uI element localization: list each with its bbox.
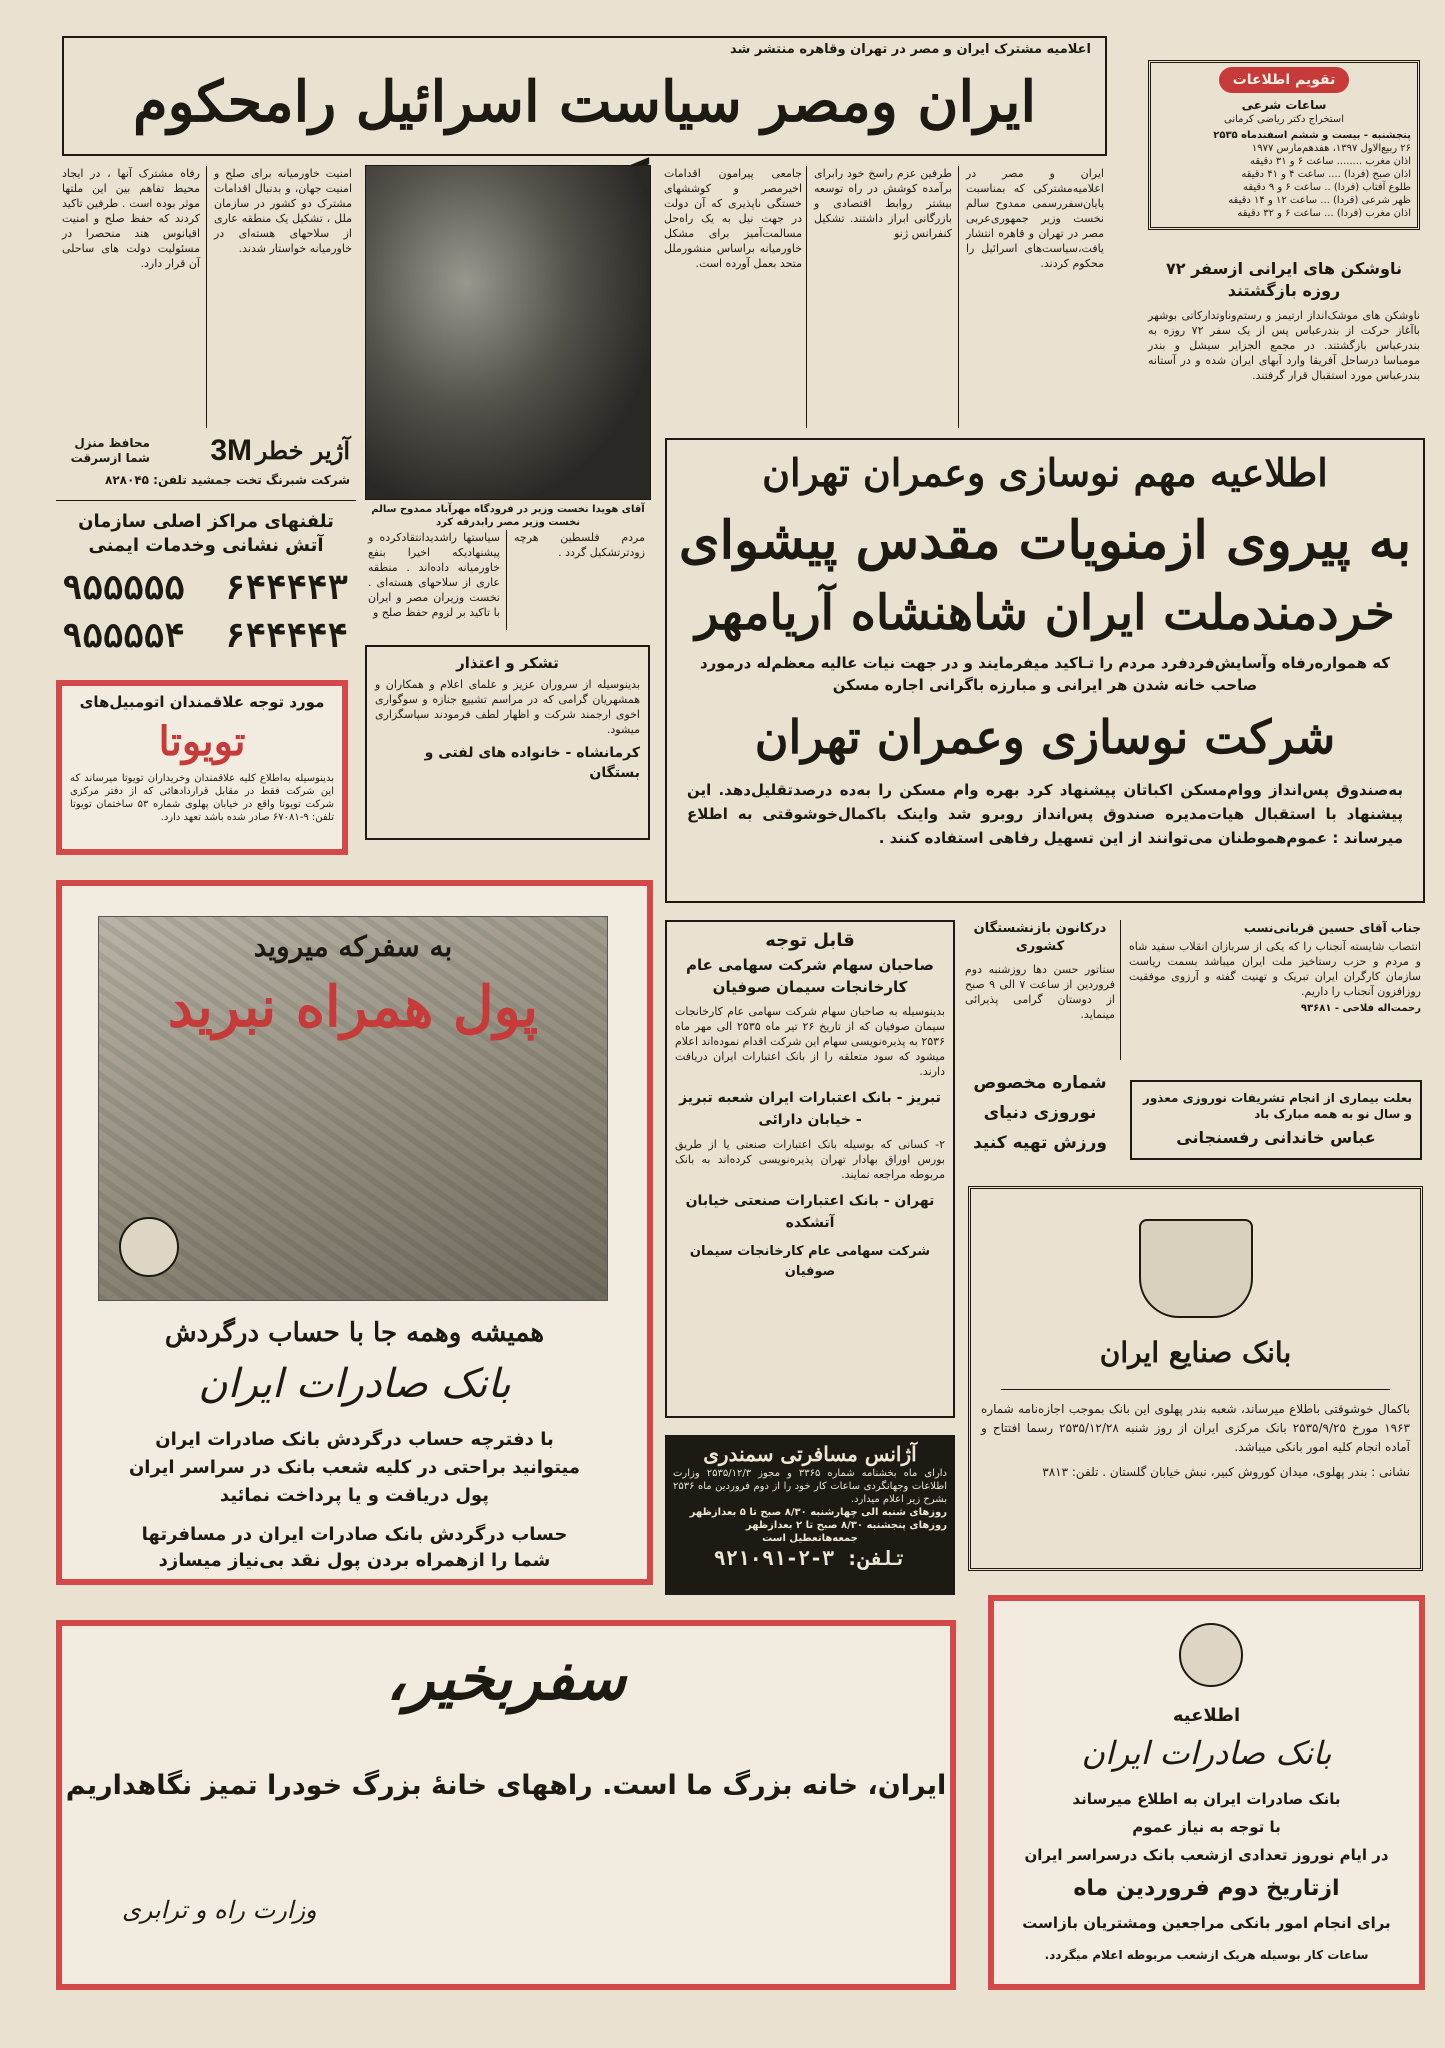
- sufian-bank-1: تبریز - بانک اعتبارات ایران شعبه تبریز - خیابان دارائی: [679, 1090, 941, 1128]
- fire-phones-box: [56, 510, 356, 670]
- ad-3m-company: شرکت شبرنگ تخت جمشید تلفن: ۸۲۸۰۴۵: [105, 473, 350, 487]
- samandari-ad: [665, 1435, 955, 1595]
- samandari-phone: تلفن: ۳-۲-۹۲۱۰۹۱: [713, 1546, 907, 1570]
- samandari-title: آژانس مسافرتی سمندری: [703, 1442, 917, 1466]
- abbas-notice: [1130, 1080, 1422, 1160]
- fire-number: ۹۵۵۵۵۵: [62, 568, 185, 608]
- calendar-time: طلوع آفتاب (فردا) .. ساعت ۶ و ۹ دقیقه: [1242, 182, 1411, 193]
- headline-column-4: امنیت خاورمیانه برای صلح و امنیت جهان، و بدنبال اقدامات مشترک دو کشور در سازمان ملل ، تشکیل یک منطقه عاری از سلاحهای هسته‌ای در خاورمیانه خواستار شدند.: [214, 167, 352, 255]
- sufian-title: قابل توجه: [765, 930, 855, 951]
- saderat-ad-image: [98, 916, 608, 1301]
- saderat-ad-line-4: حساب درگردش بانک صادرات ایران در مسافرتها: [141, 1524, 568, 1545]
- news-photo: [365, 165, 651, 500]
- samandari-hours-2: روزهای پنجشنبه ۸/۳۰ صبح تا ۲ بعدازظهر: [745, 1520, 947, 1531]
- special-line-2: نوروزی دنیای: [983, 1103, 1097, 1123]
- calendar-time: اذان صبح (فردا) .... ساعت ۴ و ۴۱ دقیقه: [1241, 169, 1411, 180]
- toyota-ad: [56, 680, 348, 855]
- bank-sanaye-body: باکمال خوشوقتی باطلاع میرساند، شعبه بندر پهلوی این بانک بموجب اجازه‌نامه شماره ۱۹۶۳ مورخ ۲۵۳۵/۹/۲۵ بانک مرکزی ایران از روز شنبه ۲۵۳۵/۱۲/۲۸ رسما افتتاح و آماده انجام کلیه امور بانکی میباشد.: [981, 1402, 1410, 1454]
- fire-number: ۶۴۴۴۴۳: [225, 568, 348, 608]
- special-line-3: ورزش تهیه کنید: [973, 1133, 1107, 1153]
- headline-column-3: جامعی پیرامون اقدامات اخیرمصر و کوششهای خستگی ناپذیری که آن دولت در جهت نیل به یک راه‌حل مسالمت‌آمیز برای مشکل خاورمیانه براساس منشورملل متحد بعمل آورده است.: [664, 167, 802, 270]
- hosseini-body: انتصاب شایسته آنجناب را که یکی از سربازان انقلاب سفید شاه و مردم و حزب رستاخیز ملت ایران میباشد بسمت ریاست سازمان کارگران ایران تبریک و تهنیت گفته و آرزوی موفقیت روزافزون آنجناب را داریم.: [1129, 940, 1421, 998]
- calendar-subtitle: ساعات شرعی: [1241, 98, 1327, 112]
- housing-line-2: خردمندملت ایران شاهنشاه آریامهر: [695, 585, 1395, 641]
- calendar-label: تقویم اطلاعات: [1219, 67, 1349, 93]
- destroyers-body: ناوشکن های موشک‌انداز ارتیمز و رستم‌وناوتدارکاتی بوشهر باآغاز حرکت از بندرعباس پس از یک سفر ۷۲ روزه به بندرعباس بازگشتند. در مجمع الجزایر سیشل و بندر مومباسا درساحل آفریقا وارد آبهای ایران شده و در آستانه بندرعباس مورد استقبال قرار گرفتند.: [1148, 309, 1420, 382]
- saderat-ad-line-3: پول دریافت و یا پرداخت نمائید: [219, 1485, 490, 1506]
- saderat-ad-line-1: با دفترچه حساب درگردش بانک صادرات ایران: [155, 1429, 554, 1450]
- headline-title: ایران ومصر سیاست اسرائیل رامحکوم: [132, 69, 1037, 135]
- abbas-name: عباس خاندانی رفسنجانی: [1176, 1128, 1376, 1147]
- headline-box: [62, 36, 1107, 156]
- housing-company: شرکت نوسازی وعمران تهران: [754, 710, 1336, 764]
- saderat-notice-label: اطلاعیه: [1172, 1705, 1241, 1726]
- sufian-subtitle: صاحبان سهام شرکت سهامی عام کارخانجات سیمان صوفیان: [686, 956, 934, 996]
- fire-title: تلفنهای مراکز اصلی سازمان: [78, 511, 334, 532]
- samandari-body: دارای ماه بخشنامه شماره ۳۳۶۵ و مجوز ۲۵۳۵/۱۲/۳ وزارت اطلاعات وجهانگردی ساعات کار خود را از دوم فروردین ماه ۲۵۳۶ بشرح زیر اعلام میدارد.: [673, 1468, 948, 1505]
- samandari-closed: جمعه‌هاتعطیل است: [762, 1533, 858, 1544]
- housing-text-2: به‌صندوق پس‌انداز ووام‌مسکن اکباتان پیشنهاد کرد بهره وام مسکن را به‌ده درصدتقلیل‌دهد. این پیشنهاد با استقبال هیات‌مدیره صندوق پس‌انداز روبرو شد واینک باکمال‌خوشوقتی به اطلاع میرساند : عموم‌هموطنان می‌توانند از این تسهیل رفاهی استفاده کنند .: [687, 781, 1403, 847]
- headline-kicker: اعلامیه مشترک ایران و مصر در تهران وقاهره منتشر شد: [730, 42, 1091, 57]
- ad-3m-logo: 3M: [210, 434, 252, 467]
- saderat-notice-line-3: در ایام نوروز تعدادی ازشعب بانک درسراسر ایران: [1024, 1846, 1389, 1864]
- thanks-body: بدینوسیله از سروران عزیز و علمای اعلام و همکاران و همشهریان گرامی که در مراسم تشییع جنازه و سوگواری اخوی ارجمند شرکت و اظهار لطف فرمودند سپاسگزاری میشود.: [375, 678, 640, 736]
- destroyers-title: ناوشکن های ایرانی ازسفر ۷۲ روزه بازگشتند: [1166, 259, 1402, 300]
- headline-column-5: رفاه مشترک آنها ، در ایجاد محیط تفاهم بین این ملتها موثر بوده است . طرفین تاکید کردند که حفظ صلح و امنیت اقیانوس هند منحصرا در مسئولیت دولت های ساحلی آن قرار دارد.: [62, 167, 200, 270]
- saderat-ad-title: پول همراه نبرید: [167, 974, 539, 1040]
- abbas-body: بعلت بیماری از انجام تشریفات نوروزی معذور و سال نو به همه مبارک باد: [1142, 1091, 1412, 1121]
- saderat-ad-line-5: شما را ازهمراه بردن پول نقد بی‌نیاز میسازد: [158, 1550, 551, 1571]
- column-divider: [206, 166, 207, 428]
- bank-sanaye-emblem-icon: [1139, 1219, 1253, 1318]
- travel-line: ایران، خانه بزرگ ما است. راههای خانهٔ بزرگ خودرا تمیز نگاهداریم: [65, 1770, 947, 1801]
- sufian-notice: [665, 920, 955, 1418]
- bank-sanaye-ad: [968, 1186, 1423, 1571]
- travel-signature: وزارت راه و ترابری: [122, 1896, 317, 1924]
- travel-ministry-ad: [56, 1620, 956, 1990]
- column-divider: [506, 530, 507, 630]
- sufian-body-1: بدینوسیله به صاحبان سهام شرکت سهامی عام کارخانجات سیمان صوفیان که از تاریخ ۲۶ تیر ماه ۲۵۳۵ الی مهر ماه ۲۵۳۶ به پذیره‌نویسی سهام این شرکت اقدام نموده‌اند اعلام میشود که سود متعلقه را از بانک اعتبارات ایران دریافت دارند.: [675, 1005, 946, 1078]
- calendar-date: پنجشنبه - بیست و ششم اسفندماه ۲۵۳۵: [1213, 130, 1411, 141]
- retirees-notice: [965, 920, 1115, 1060]
- bank-sanaye-address: نشانی : بندر پهلوی، میدان کوروش کبیر، نبش خیابان گلستان . تلفن: ۳۸۱۳: [1042, 1465, 1410, 1479]
- saderat-notice: [988, 1595, 1425, 1990]
- saderat-notice-line-6: ساعات کار بوسیله هریک ازشعب مربوطه اعلام میگردد.: [1044, 1948, 1369, 1962]
- mid-note-2: سیاستها راشدیدانتقادکرده و پیشنهادیکه اخیرا بنفع خاورمیانه داده‌اند . منطقه عاری از سلاحهای هسته‌ای . نخست وزیران مصر و ایران با تاکید بر لزوم حفظ صلح و: [368, 531, 500, 619]
- hosseini-notice: [1125, 920, 1425, 1060]
- thanks-signature: کرمانشاه - خانواده های لفتی و بستگان: [424, 745, 640, 781]
- housing-title: اطلاعیه مهم نوسازی وعمران تهران: [762, 450, 1328, 495]
- photo-caption: آقای هویدا نخست وزیر در فرودگاه مهرآباد ممدوح سالم نخست وزیر مصر رابدرقه کرد: [371, 504, 645, 528]
- saderat-notice-line-4: ازتاریخ دوم فروردین ماه: [1073, 1876, 1340, 1901]
- headline-column-2: طرفین عزم راسخ خود رابرای برآمده کوشش در راه توسعه بیشتر روابط اقتصادی و بازرگانی ابراز داشتند. تشکیل کنفرانس ژنو: [814, 167, 952, 240]
- section-rule: [1001, 1389, 1390, 1390]
- calendar-date-alt: ۲۶ ربیع‌الاول ۱۳۹۷، هفدهم‌مارس ۱۹۷۷: [1251, 143, 1411, 154]
- calendar-time: اذان مغرب (فردا) ... ساعت ۶ و ۳۲ دقیقه: [1237, 208, 1411, 219]
- sufian-body-2: ۲- کسانی که بوسیله بانک اعتبارات صنعتی یا از طریق بورس اوراق بهادار تهران پذیره‌نویسی کرده‌اند به بانک مربوطه مراجعه نمایند.: [675, 1138, 945, 1181]
- sufian-bank-2: تهران - بانک اعتبارات صنعتی خیابان آتشکده: [685, 1193, 935, 1231]
- hosseini-signature: رحمت‌اله فلاحی - ۹۳۶۸۱: [1300, 1003, 1421, 1014]
- ad-3m-title: آژیر خطر: [255, 436, 350, 465]
- mid-note-1: مردم فلسطین هرچه زودترتشکیل گردد .: [514, 531, 645, 559]
- sufian-signature: شرکت سهامی عام کارخانجات سیمان صوفیان: [689, 1244, 931, 1279]
- column-divider: [1120, 920, 1121, 1060]
- calendar-source: استخراج دکتر ریاضی کرمانی: [1224, 114, 1344, 125]
- saderat-notice-line-1: بانک صادرات ایران به اطلاع میرساند: [1072, 1790, 1341, 1808]
- destroyers-article: [1148, 258, 1420, 428]
- saderat-notice-bank: بانک صادرات ایران: [1081, 1734, 1332, 1772]
- housing-text-1: که همواره‌رفاه وآسایش‌فردفرد مردم را تـاکید میفرمایند و در جهت نیات عالیه معظم‌له درمورد صاحب خانه شدن هر ایرانی و مبارزه باگرانی اجاره مسکن: [699, 654, 1391, 694]
- saderat-logo-icon: [119, 1217, 179, 1277]
- retirees-body: سناتور حسن دها روزشنبه دوم فروردین از ساعت ۷ الی ۹ صبح از دوستان گرامی پذیرائی مینماید.: [965, 963, 1116, 1021]
- toyota-brand: تویوتا: [158, 718, 246, 765]
- section-rule: [56, 500, 356, 501]
- calendar-time: ظهر شرعی (فردا) ... ساعت ۱۲ و ۱۴ دقیقه: [1228, 195, 1411, 206]
- bank-sanaye-name: بانک صنایع ایران: [1099, 1336, 1292, 1369]
- samandari-hours-1: روزهای شنبه الی چهارشنبه ۸/۳۰ صبح تا ۵ بعدازظهر: [689, 1507, 947, 1518]
- retirees-title: درکانون بازنشستگان کشوری: [973, 921, 1107, 954]
- fire-number: ۹۵۵۵۵۴: [62, 616, 185, 656]
- toyota-body: بدینوسیله به‌اطلاع کلیه علاقمندان وخریداران تویوتا میرساند که این شرکت فقط در مقابل قراردادهائی که از دفتر مرکزی شرکت تویوتا واقع در خیابان پهلوی شماره ۵۳ ساختمان تویوتا تلفن: ۹-۶۷۰۸۱ صادر شده باشد تعهد دارد.: [70, 773, 334, 823]
- hosseini-title: جناب آقای حسین قربانی‌نسب: [1243, 921, 1421, 935]
- thanks-title: تشکر و اعتذار: [456, 654, 559, 672]
- saderat-notice-line-2: با توجه به نیاز عموم: [1132, 1818, 1281, 1836]
- fire-subtitle: آتش نشانی وخدمات ایمنی: [88, 535, 324, 556]
- saderat-notice-line-5: برای انجام امور بانکی مراجعین ومشتریان بازاست: [1022, 1914, 1391, 1932]
- saderat-notice-logo-icon: [1179, 1623, 1243, 1687]
- housing-line-1: به پیروی ازمنویات مقدس پیشوای: [678, 510, 1412, 571]
- calendar-box: [1148, 60, 1420, 230]
- column-divider: [958, 166, 959, 428]
- toyota-title: مورد توجه علاقمندان اتومبیل‌های: [79, 693, 325, 711]
- special-line-1: شماره مخصوص: [973, 1073, 1107, 1093]
- saderat-ad-bank: بانک صادرات ایران: [198, 1361, 511, 1407]
- saderat-ad-slogan: همیشه وهمه جا با حساب درگردش: [164, 1318, 545, 1348]
- calendar-time: اذان مغرب ........ ساعت ۶ و ۳۱ دقیقه: [1250, 156, 1411, 167]
- ad-3m: [56, 432, 356, 496]
- special-issue: [965, 1068, 1115, 1168]
- travel-title: سفربخیر،: [386, 1644, 626, 1714]
- fire-number: ۶۴۴۴۴۴: [225, 616, 348, 656]
- headline-column-1: ایران و مصر در اعلامیه‌مشترکی که بمناسبت پایان‌سفررسمی ممدوح سالم نخست وزیر جمهوری‌عربی مصر در تهران و قاهره انتشار یافت‌،سیاست‌های اسرائیل را محکوم کردند.: [966, 167, 1104, 270]
- ad-3m-line: محافظ منزل شما ازسرقت: [70, 436, 150, 465]
- thanks-box: [365, 645, 650, 840]
- saderat-ad-line-2: میتوانید براحتی در کلیه شعب بانک در سراسر ایران: [128, 1457, 581, 1478]
- housing-notice: [665, 438, 1425, 903]
- saderat-ad-kicker: به سفرکه میروید: [253, 930, 453, 963]
- saderat-ad: [56, 880, 653, 1585]
